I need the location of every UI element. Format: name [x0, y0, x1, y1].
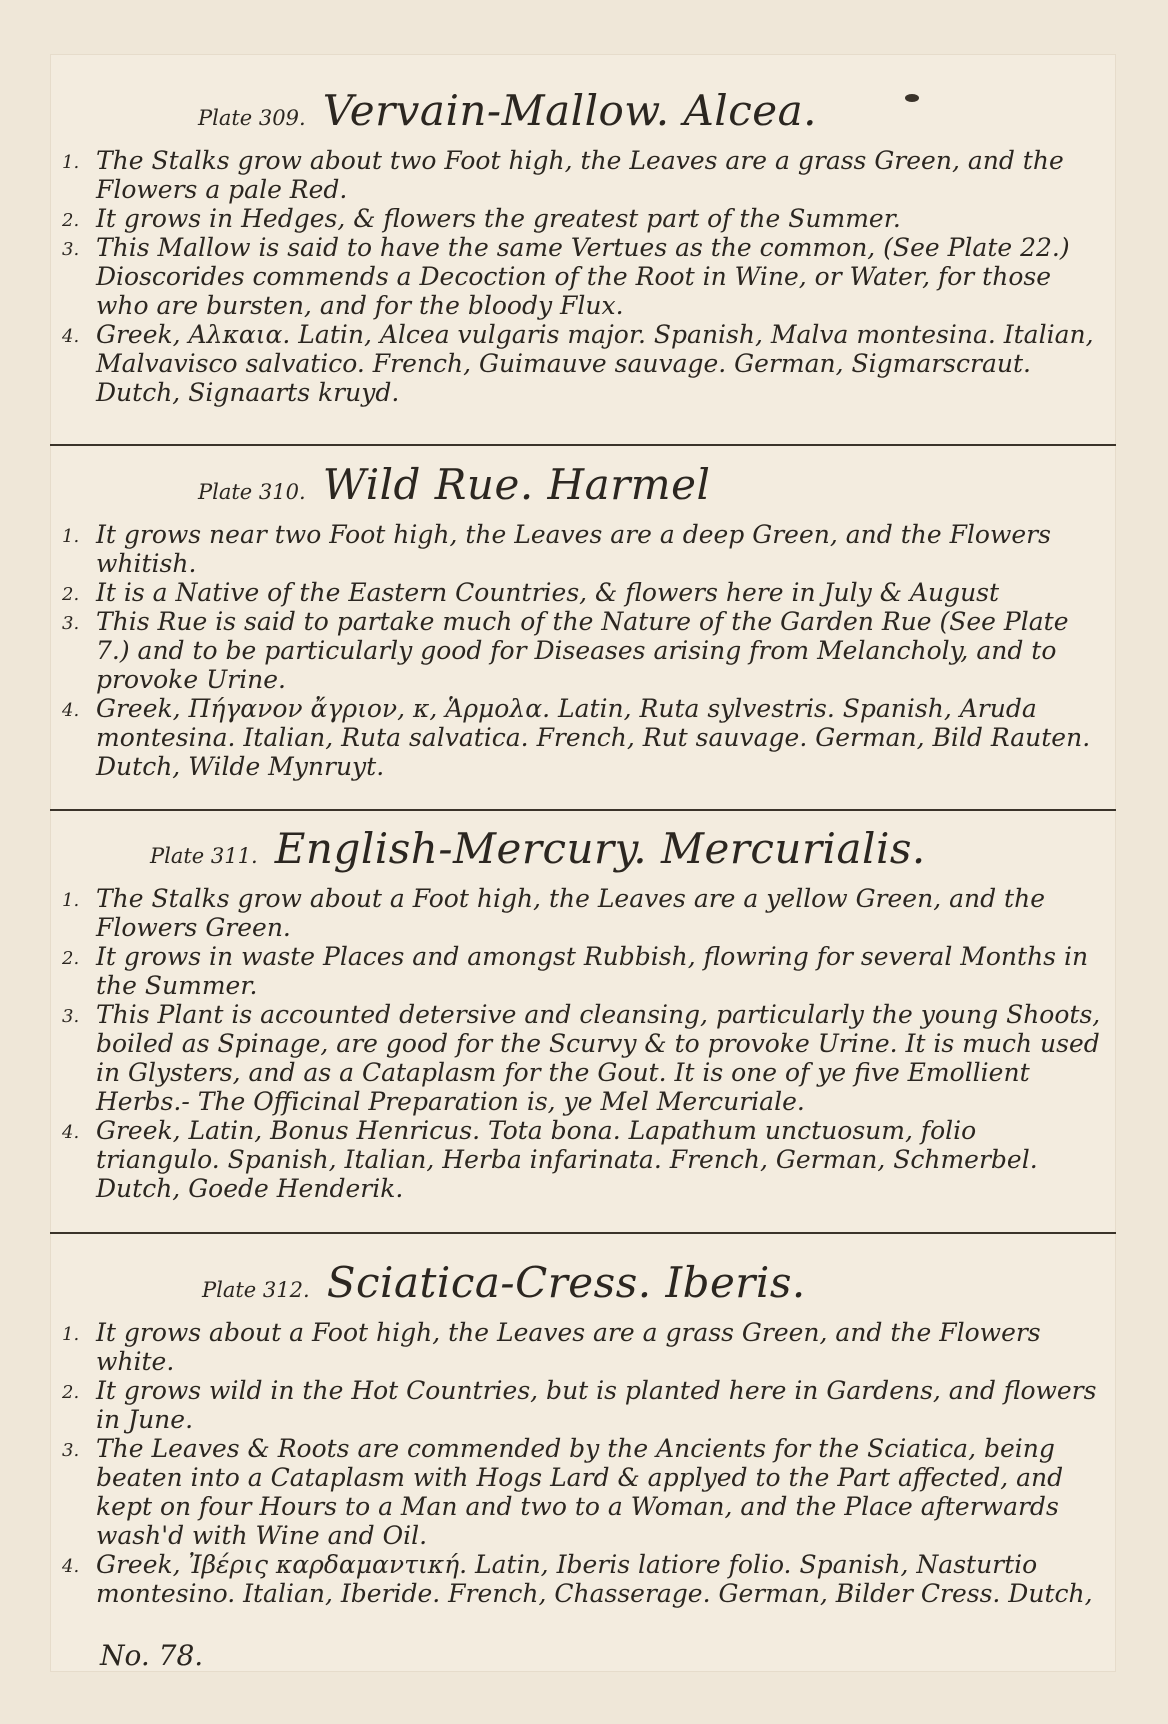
- item-text: This Rue is said to partake much of the Nature of the Garden Rue (See Plate 7.) and to be particularly good for Diseases arising from Melancholy, and to provoke Urine.: [96, 607, 1069, 694]
- entry-list: [62, 1318, 1107, 1608]
- plate-heading: [202, 1258, 806, 1307]
- plate-section-310: [50, 452, 1116, 812]
- plate-number: Plate 312.: [202, 1278, 310, 1302]
- engraved-plate: [50, 54, 1116, 1672]
- plate-heading: [198, 460, 710, 509]
- item-number: 2.: [62, 584, 80, 605]
- plate-number: Plate 310.: [198, 480, 306, 504]
- item-text: It grows in waste Places and amongst Rubbish, flowring for several Months in the Summer.: [96, 942, 1089, 1000]
- plate-number: Plate 309.: [198, 106, 306, 130]
- plant-name: English-Mercury. Mercurialis.: [274, 824, 926, 873]
- list-item: [62, 204, 1107, 233]
- item-text: The Stalks grow about two Foot high, the Leaves are a grass Green, and the Flowers a pale Red.: [96, 146, 1064, 204]
- item-text: Greek, Αλκαια. Latin, Alcea vulgaris major. Spanish, Malva montesina. Italian, Malvavisco salvatico. French, Guimauve sauvage. German, Sigmarscraut. Dutch, Signaarts kruyd.: [96, 320, 1094, 407]
- item-number: 2.: [62, 210, 80, 231]
- list-item: [62, 1318, 1107, 1376]
- list-item: [62, 694, 1107, 781]
- plate-number: Plate 311.: [150, 844, 258, 868]
- plate-section-309: [50, 74, 1116, 454]
- list-item: [62, 1550, 1107, 1608]
- item-text: It grows in Hedges, & flowers the greatest part of the Summer.: [96, 204, 901, 233]
- item-text: The Leaves & Roots are commended by the Ancients for the Sciatica, being beaten into a Cataplasm with Hogs Lard & applyed to the Part affected, and kept on four Hours to a Man and two to a Woman, and the Place afterwards wash'd with Wine and Oil.: [96, 1434, 1064, 1550]
- item-number: 2.: [62, 948, 80, 969]
- item-number: 3.: [62, 239, 80, 260]
- plate-section-312: [50, 1246, 1116, 1666]
- item-text: It grows near two Foot high, the Leaves are a deep Green, and the Flowers whitish.: [96, 520, 1051, 578]
- item-text: Greek, Latin, Bonus Henricus. Tota bona. Lapathum unctuosum, folio triangulo. Spanish, Italian, Herba infarinata. French, German, Schmerbel. Dutch, Goede Henderik.: [96, 1116, 1038, 1203]
- list-item: [62, 233, 1107, 320]
- list-item: [62, 146, 1107, 204]
- list-item: [62, 1434, 1107, 1550]
- plate-heading: [150, 824, 926, 873]
- item-number: 4.: [62, 1122, 80, 1143]
- entry-list: [62, 520, 1107, 781]
- list-item: [62, 320, 1107, 407]
- item-text: It grows wild in the Hot Countries, but is planted here in Gardens, and flowers in June.: [96, 1376, 1097, 1434]
- item-text: Greek, Πήγανον ἄγριον, κ, Ἁρμολα. Latin, Ruta sylvestris. Spanish, Aruda montesina. Italian, Ruta salvatica. French, Rut sauvage. German, Bild Rauten. Dutch, Wilde Mynruyt.: [96, 694, 1091, 781]
- plate-heading: [198, 86, 817, 135]
- item-number: 4.: [62, 1556, 80, 1577]
- item-text: This Plant is accounted detersive and cleansing, particularly the young Shoots, boiled as Spinage, are good for the Scurvy & to provoke Urine. It is much used in Glysters, and as a Cataplasm for the Gout. It is one of ye five Emollient Herbs.- The Officinal Preparation is, ye Mel Mercuriale.: [96, 1000, 1101, 1116]
- item-number: 3.: [62, 1440, 80, 1461]
- item-number: 2.: [62, 1382, 80, 1403]
- list-item: [62, 1376, 1107, 1434]
- list-item: [62, 942, 1107, 1000]
- item-number: 1.: [62, 152, 80, 173]
- page-number: No. 78.: [100, 1639, 204, 1672]
- plant-name: Wild Rue. Harmel: [322, 460, 711, 509]
- item-number: 3.: [62, 613, 80, 634]
- item-text: Greek, Ἰβέρις καρδαμαντική. Latin, Iberis latiore folio. Spanish, Nasturtio montesino. Italian, Iberide. French, Chasserage. German, Bilder Cress. Dutch,: [96, 1550, 1093, 1608]
- item-number: 1.: [62, 526, 80, 547]
- list-item: [62, 1116, 1107, 1203]
- item-number: 4.: [62, 326, 80, 347]
- plant-name: Vervain-Mallow. Alcea.: [322, 86, 818, 135]
- section-divider: [50, 809, 1116, 811]
- list-item: [62, 1000, 1107, 1116]
- item-number: 1.: [62, 1324, 80, 1345]
- list-item: [62, 578, 1107, 607]
- section-divider: [50, 444, 1116, 446]
- list-item: [62, 607, 1107, 694]
- item-number: 4.: [62, 700, 80, 721]
- plate-section-311: [50, 816, 1116, 1216]
- entry-list: [62, 146, 1107, 407]
- list-item: [62, 884, 1107, 942]
- entry-list: [62, 884, 1107, 1203]
- plant-name: Sciatica-Cress. Iberis.: [326, 1258, 806, 1307]
- item-number: 3.: [62, 1006, 80, 1027]
- item-number: 1.: [62, 890, 80, 911]
- item-text: It is a Native of the Eastern Countries, & flowers here in July & August: [96, 578, 1000, 607]
- section-divider: [50, 1232, 1116, 1234]
- item-text: This Mallow is said to have the same Vertues as the common, (See Plate 22.) Dioscorides commends a Decoction of the Root in Wine, or Water, for those who are bursten, and for the bloody Flux.: [96, 233, 1070, 320]
- list-item: [62, 520, 1107, 578]
- item-text: It grows about a Foot high, the Leaves are a grass Green, and the Flowers white.: [96, 1318, 1041, 1376]
- item-text: The Stalks grow about a Foot high, the Leaves are a yellow Green, and the Flowers Green.: [96, 884, 1045, 942]
